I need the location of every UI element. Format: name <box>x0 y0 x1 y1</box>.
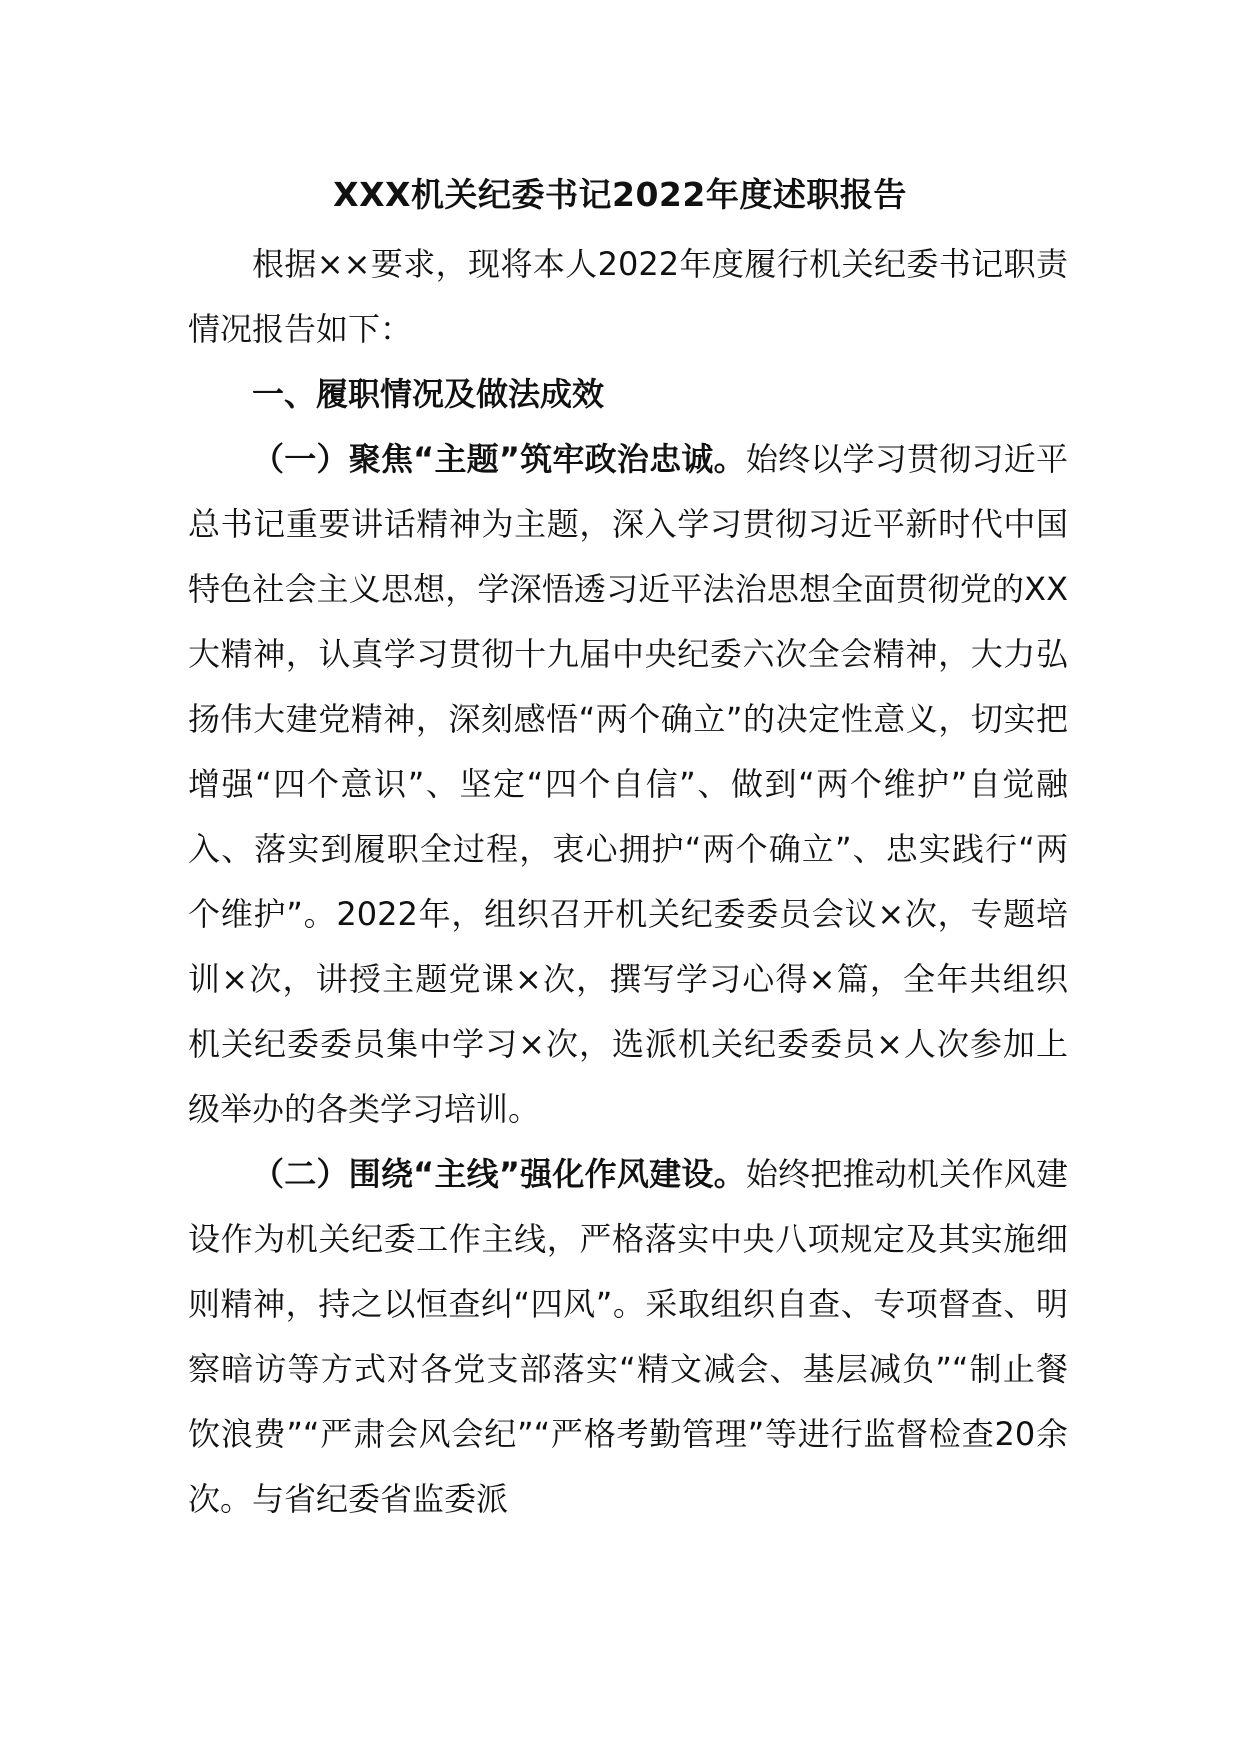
document-title: XXX机关纪委书记2022年度述职报告 <box>333 175 907 214</box>
paragraph-item-1 <box>188 427 1068 1142</box>
document-body <box>188 232 1068 1532</box>
section-heading: 一、履职情况及做法成效 <box>252 375 605 413</box>
paragraph-item-1-body: 始终以学习贯彻习近平总书记重要讲话精神为主题，深入学习贯彻习近平新时代中国特色社会主义思想，学深悟透习近平法治思想全面贯彻党的XX大精神，认真学习贯彻十九届中央纪委六次全会精神，大力弘扬伟大建党精神，深刻感悟“两个确立”的决定性意义，切实把增强“四个意识”、坚定“四个自信”、做到“两个维护”自觉融入、落实到履职全过程，衷心拥护“两个确立”、忠实践行“两个维护”。2022年，组织召开机关纪委委员会议×次，专题培训×次，讲授主题党课×次，撰写学习心得×篇，全年共组织机关纪委委员集中学习×次，选派机关纪委委员×人次参加上级举办的各类学习培训。 <box>188 440 1068 1128</box>
intro-paragraph: 根据××要求，现将本人2022年度履行机关纪委书记职责情况报告如下： <box>188 245 1068 348</box>
paragraph-item-2-body: 始终把推动机关作风建设作为机关纪委工作主线，严格落实中央八项规定及其实施细则精神，持之以恒查纠“四风”。采取组织自查、专项督查、明察暗访等方式对各党支部落实“精文减会、基层减负”“制止餐饮浪费”“严肃会风会纪”“严格考勤管理”等进行监督检查20余次。与省纪委省监委派 <box>188 1155 1068 1518</box>
paragraph-item-2 <box>188 1142 1068 1532</box>
paragraph-item-1-lead: （一）聚焦“主题”筑牢政治忠诚。 <box>252 440 746 478</box>
paragraph-item-2-lead: （二）围绕“主线”强化作风建设。 <box>252 1155 746 1193</box>
